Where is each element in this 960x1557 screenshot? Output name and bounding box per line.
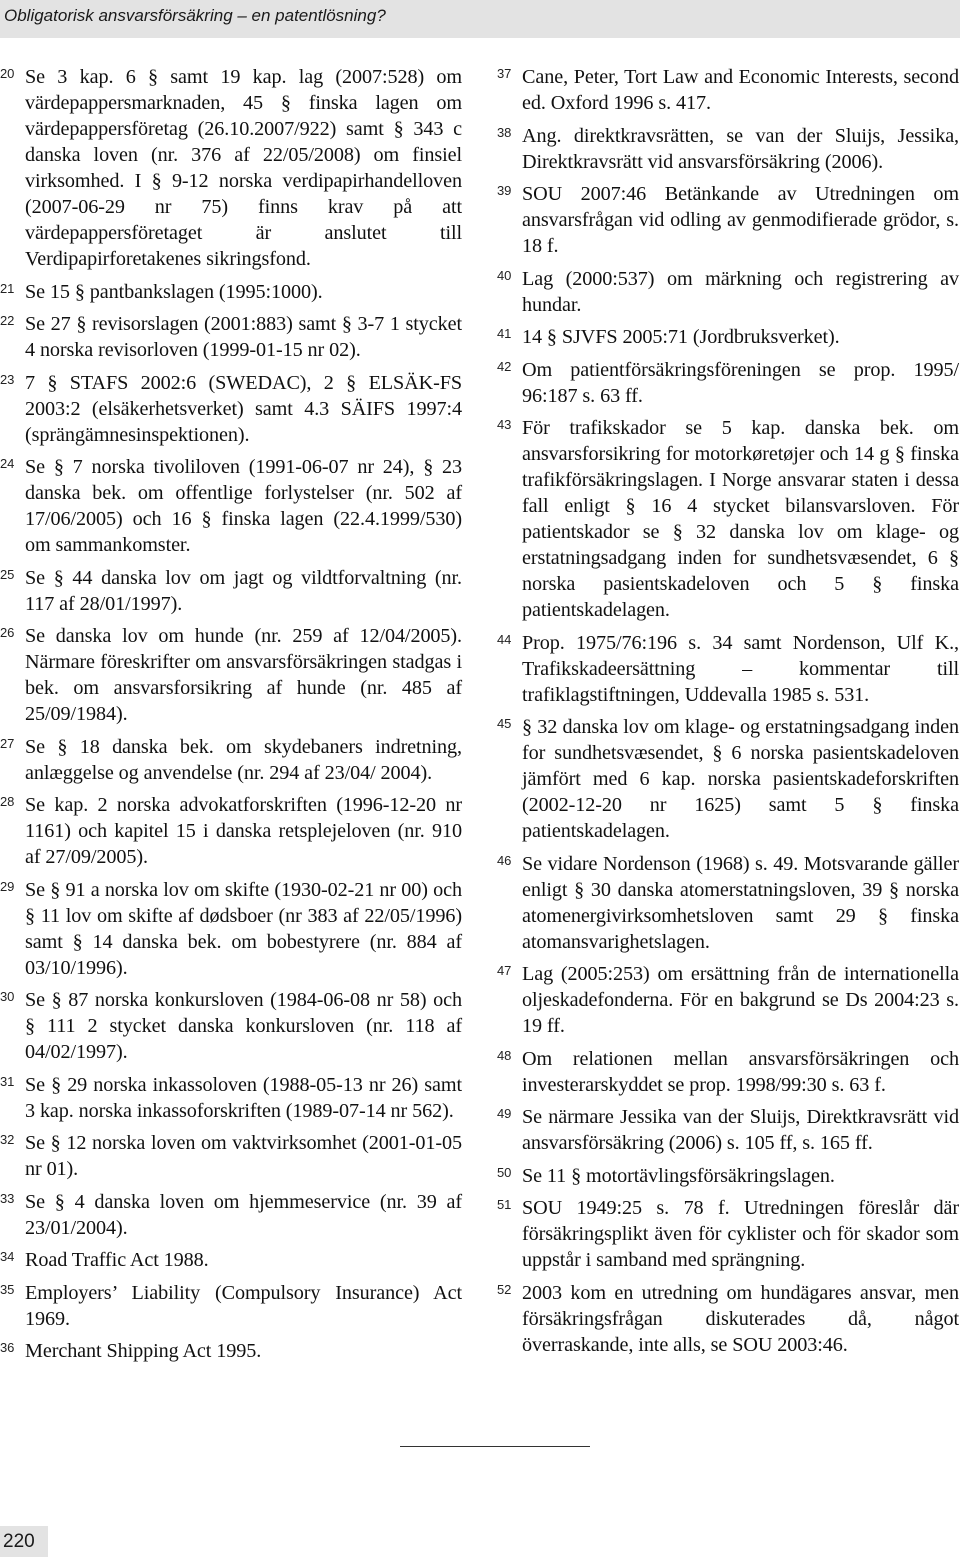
footnote-text: Se vidare Nordenson (1968) s. 49. Motsvarande gäller enligt § 30 danska atomerstatningsloven, 39 § norska atomenergivirksomhetsloven samt 29 § finska atomansvarighetslagen. (522, 852, 959, 953)
footnote-number: 21 (0, 280, 15, 296)
footnote-text: Om patientförsäkringsföreningen se prop. 1995/ 96:187 s. 63 ff. (522, 358, 959, 407)
footnote (0, 1280, 462, 1332)
footnote-text: Se 11 § motortävlingsförsäkringslagen. (522, 1164, 835, 1187)
footnote (0, 565, 462, 617)
footnote (497, 1280, 959, 1358)
footnote-text: Se 3 kap. 6 § samt 19 kap. lag (2007:528) om värdepappersmarknaden, 45 § finska lagen om värdepappersföretag (26.10.2007/922) samt § 343 c danska loven (nr. 376 af 22/05/2008) om finsiel virksomhed. I § 9-12 norska verdipapirhandelloven (2007-06-29 nr 75) finns krav på att värdepappersföretaget är anslutet till Verdipapirforetakenes sikringsfond. (25, 66, 462, 270)
footnote (0, 987, 462, 1065)
footnote (0, 792, 462, 870)
footnote (497, 266, 959, 318)
footnote-text: Prop. 1975/76:196 s. 34 samt Nordenson, Ulf K., Trafikskadeersättning – kommentar till trafiklagstiftningen, Uddevalla 1985 s. 531. (522, 631, 959, 706)
footnote-number: 37 (497, 66, 512, 81)
footnote (0, 1072, 462, 1124)
footnote-number: 47 (497, 963, 512, 978)
footnote-number: 46 (497, 852, 512, 868)
footnote-number: 40 (497, 267, 512, 283)
running-header-title: Obligatorisk ansvarsförsäkring – en patentlösning? (4, 6, 386, 25)
footnote-text: Om relationen mellan ansvarsförsäkringen och investerarskyddet se prop. 1998/99:30 s. 63 f. (522, 1047, 959, 1096)
footnote-text: Ang. direktkravsrätten, se van der Sluijs, Jessika, Direktkravsrätt vid ansvarsförsäkring (2006). (522, 124, 959, 173)
footnote-text: § 32 danska lov om klage- og erstatningsadgang inden for sundhetsvæsendet, § 6 norska pasientskadeloven jämfört med 6 kap. norska pasientskadeforskriften (2002-12-20 nr 1625) samt 5 § finska patientskadelagen. (522, 716, 959, 842)
footnote (497, 630, 959, 708)
footnote (0, 1247, 462, 1273)
footnote (0, 64, 462, 272)
footnote (497, 324, 959, 350)
footnote-number: 49 (497, 1106, 512, 1121)
footnote-text: Se närmare Jessika van der Sluijs, Direktkravsrätt vid ansvarsförsäkring (2006) s. 105 ff, s. 165 ff. (522, 1106, 959, 1154)
footnote-number: 39 (497, 183, 512, 198)
footnote-number: 30 (0, 989, 15, 1004)
footnotes-left-column (0, 64, 462, 1371)
footnote-text: Se danska lov om hunde (nr. 259 af 12/04/2005). Närmare föreskrifter om ansvarsförsäkringen stadgas i bek. om ansvarsforsikring af hunde (nr. 485 af 25/09/1984). (25, 625, 462, 725)
footnote-number: 23 (0, 371, 15, 387)
footnote-number: 26 (0, 625, 15, 640)
footnote-text: 14 § SJVFS 2005:71 (Jordbruksverket). (522, 326, 840, 348)
footnote-text: Lag (2000:537) om märkning och registrering av hundar. (522, 267, 959, 316)
footnote (497, 1104, 959, 1156)
footnote-number: 20 (0, 66, 15, 81)
footnote-text: Se § 12 norska loven om vaktvirksomhet (2001-01-05 nr 01). (25, 1132, 462, 1180)
footnote-number: 48 (497, 1047, 512, 1063)
footnote-text: Road Traffic Act 1988. (25, 1249, 209, 1271)
footnote (0, 734, 462, 786)
footnote (497, 1163, 959, 1189)
footnote (0, 311, 462, 363)
footnote-number: 27 (0, 735, 15, 751)
footnote (0, 1189, 462, 1241)
footnote-text: Se kap. 2 norska advokatforskriften (1996-12-20 nr 1161) och kapitel 15 i danska retsplejeloven (nr. 910 af 27/09/2005). (25, 794, 462, 868)
footnote (497, 851, 959, 955)
footnote (0, 454, 462, 558)
footnote-number: 29 (0, 878, 15, 894)
footnote-number: 38 (497, 124, 512, 140)
footnote-number: 24 (0, 456, 15, 471)
footnote (0, 370, 462, 448)
footnote (497, 1195, 959, 1273)
footnote-number: 35 (0, 1281, 15, 1297)
footnotes-right-column (497, 64, 959, 1364)
footnote-text: Cane, Peter, Tort Law and Economic Interests, second ed. Oxford 1996 s. 417. (522, 66, 959, 114)
footnote-text: Se § 91 a norska lov om skifte (1930-02-21 nr 00) och § 11 lov om skifte af dødsboer (nr 383 af 22/05/1996) samt § 14 danska bek. om bobestyrere (nr. 884 af 03/10/1996). (25, 878, 462, 979)
footnote-text: SOU 2007:46 Betänkande av Utredningen om ansvarsfrågan vid odling av genmodifierade grödor, s. 18 f. (522, 183, 959, 257)
footnote (0, 1338, 462, 1364)
footnote (497, 64, 959, 116)
footnote-number: 33 (0, 1190, 15, 1206)
footnote-number: 45 (497, 716, 512, 731)
footnote-number: 44 (497, 631, 512, 647)
footnote-number: 25 (0, 566, 15, 582)
footnote-divider (400, 1446, 590, 1447)
footnote-number: 51 (497, 1197, 512, 1212)
footnote-number: 31 (0, 1073, 15, 1089)
footnote-text: Se § 29 norska inkassoloven (1988-05-13 nr 26) samt 3 kap. norska inkassoforskriften (1989-07-14 nr 562). (25, 1073, 462, 1122)
footnote (0, 623, 462, 727)
footnote-text: Se § 87 norska konkursloven (1984-06-08 nr 58) och § 111 2 stycket danska konkursloven (nr. 118 af 04/02/1997). (25, 989, 462, 1063)
running-header (0, 0, 960, 38)
footnote (0, 1130, 462, 1182)
footnote-text: Lag (2005:253) om ersättning från de internationella oljeskadefonderna. För en bakgrund se Ds 2004:23 s. 19 ff. (522, 963, 959, 1037)
footnote-number: 36 (0, 1340, 15, 1355)
footnote-text: För trafikskador se 5 kap. danska bek. om ansvarsforsikring for motorkøretøjer och 14 g § finska trafikförsäkringslagen. I Norge ansvarar staten i dessa fall enligt § 16 4 stycket bilansvarsloven. För patientskador se § 32 danska lov om klage- og erstatningsadgang inden for sundhetsvæsendet, 6 § norska pasientskadeloven och 5 § finska patientskadelagen. (522, 417, 959, 621)
footnote (497, 961, 959, 1039)
footnote (0, 279, 462, 305)
footnote (497, 415, 959, 623)
page-number: 220 (3, 1531, 35, 1552)
footnote (497, 181, 959, 259)
footnote-text: Se § 18 danska bek. om skydebaners indretning, anlæggelse og anvendelse (nr. 294 af 23/04/ 2004). (25, 735, 462, 784)
footnote (0, 877, 462, 981)
footnote (497, 1046, 959, 1098)
footnote-text: SOU 1949:25 s. 78 f. Utredningen föreslår där försäkringsplikt även för cyklister och för skador som uppstår i samband med sprängning. (522, 1197, 959, 1271)
footnote-number: 50 (497, 1164, 512, 1180)
footnote (497, 123, 959, 175)
footnote-number: 34 (0, 1249, 15, 1264)
footnote-text: Se § 4 danska loven om hjemmeservice (nr. 39 af 23/01/2004). (25, 1190, 462, 1239)
footnote-text: Se 15 § pantbankslagen (1995:1000). (25, 280, 323, 303)
footnote-number: 22 (0, 313, 15, 328)
footnote (497, 714, 959, 844)
footnote-text: Merchant Shipping Act 1995. (25, 1340, 262, 1362)
footnote-text: Se § 44 danska lov om jagt og vildtforvaltning (nr. 117 af 28/01/1997). (25, 566, 462, 615)
page-number-box (0, 1526, 48, 1557)
footnote-number: 42 (497, 358, 512, 374)
footnote-text: Se 27 § revisorslagen (2001:883) samt § 3-7 1 stycket 4 norska revisorloven (1999-01-15 nr 02). (25, 313, 462, 361)
footnote-number: 41 (497, 326, 512, 341)
footnote-number: 52 (497, 1281, 512, 1297)
footnote-text: Employers’ Liability (Compulsory Insurance) Act 1969. (25, 1281, 462, 1330)
footnote (497, 357, 959, 409)
footnote-text: 7 § STAFS 2002:6 (SWEDAC), 2 § ELSÄK-FS 2003:2 (elsäkerhetsverket) samt 4.3 SÄIFS 1997:4 (sprängämnesinspektionen). (25, 371, 462, 446)
footnote-text: 2003 kom en utredning om hundägares ansvar, men försäkringsfrågan diskuterades då, något överraskande, inte alls, se SOU 2003:46. (522, 1281, 959, 1356)
footnote-number: 43 (497, 417, 512, 432)
footnote-number: 32 (0, 1132, 15, 1147)
footnote-text: Se § 7 norska tivoliloven (1991-06-07 nr 24), § 23 danska bek. om offentlige forlystelser (nr. 502 af 17/06/2005) och 16 § finska lagen (22.4.1999/530) om sammankomster. (25, 456, 462, 556)
footnote-number: 28 (0, 794, 15, 809)
